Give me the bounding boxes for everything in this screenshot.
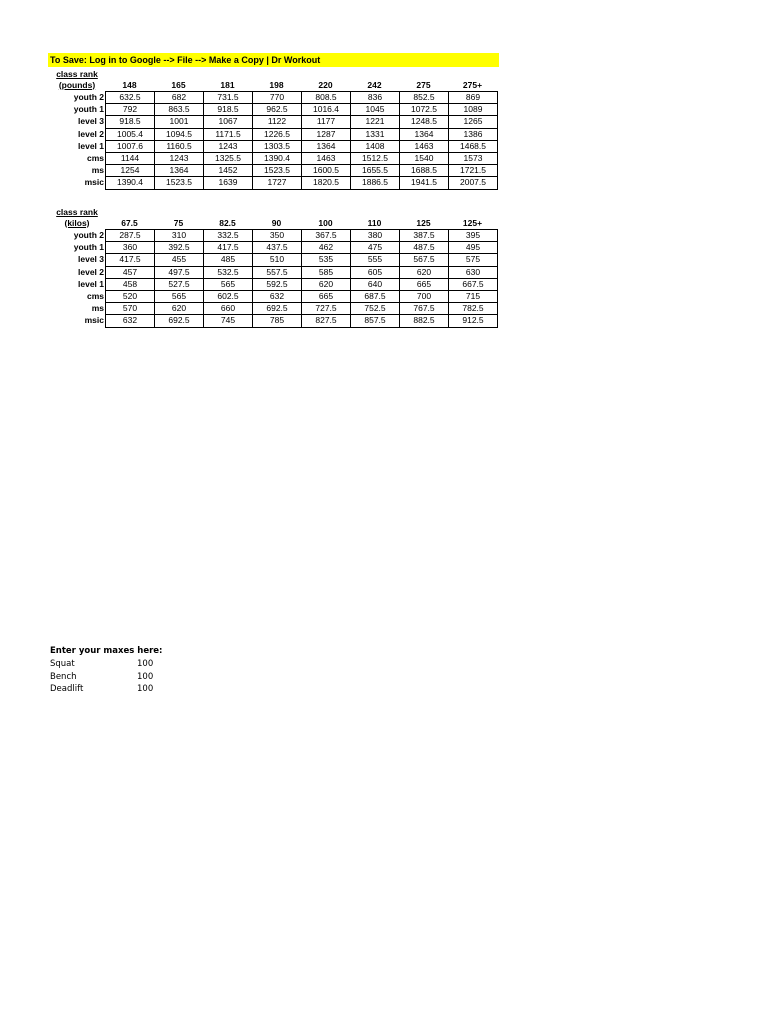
table-cell: 715 <box>449 290 498 302</box>
table-row <box>106 303 498 315</box>
row-label: level 1 <box>78 140 104 151</box>
table-cell: 1941.5 <box>400 177 449 189</box>
table-cell: 767.5 <box>400 303 449 315</box>
table-cell: 1331 <box>351 128 400 140</box>
table-cell: 630 <box>449 266 498 278</box>
table-cell: 287.5 <box>106 230 155 242</box>
table-cell: 557.5 <box>253 266 302 278</box>
kilos-table-header <box>48 207 500 229</box>
table-cell: 1171.5 <box>204 128 253 140</box>
maxes-entry-section <box>50 645 170 696</box>
table-cell: 620 <box>155 303 204 315</box>
table-cell: 640 <box>351 278 400 290</box>
table-cell: 1655.5 <box>351 165 400 177</box>
table-cell: 620 <box>400 266 449 278</box>
table-row <box>106 315 498 327</box>
table-cell: 417.5 <box>106 254 155 266</box>
table-cell: 731.5 <box>204 92 253 104</box>
kilos-value-grid <box>105 229 498 328</box>
table-cell: 745 <box>204 315 253 327</box>
table-cell: 852.5 <box>400 92 449 104</box>
table-cell: 380 <box>351 230 400 242</box>
column-header: 242 <box>367 80 382 90</box>
table-cell: 1160.5 <box>155 140 204 152</box>
max-row-bench <box>50 671 170 684</box>
column-header: 165 <box>171 80 186 90</box>
table-cell: 567.5 <box>400 254 449 266</box>
table-cell: 785 <box>253 315 302 327</box>
table-cell: 665 <box>400 278 449 290</box>
table-cell: 912.5 <box>449 315 498 327</box>
table-cell: 2007.5 <box>449 177 498 189</box>
table-cell: 455 <box>155 254 204 266</box>
table-cell: 1254 <box>106 165 155 177</box>
save-instructions-banner: To Save: Log in to Google --> File --> Make a Copy | Dr Workout <box>48 53 499 67</box>
table-cell: 1386 <box>449 128 498 140</box>
row-label: msic <box>84 315 104 326</box>
column-header: 75 <box>173 218 184 228</box>
table-cell: 462 <box>302 242 351 254</box>
pounds-row-labels <box>48 91 105 189</box>
max-row-squat <box>50 658 170 671</box>
table-cell: 1639 <box>204 177 253 189</box>
lift-name: Bench <box>50 671 77 682</box>
table-cell: 665 <box>302 290 351 302</box>
table-cell: 1067 <box>204 116 253 128</box>
table-cell: 1463 <box>400 140 449 152</box>
table-cell: 1688.5 <box>400 165 449 177</box>
table-cell: 620 <box>302 278 351 290</box>
table-row <box>106 290 498 302</box>
row-label: youth 2 <box>73 92 104 102</box>
table-cell: 1364 <box>400 128 449 140</box>
column-header: 125 <box>416 218 431 228</box>
row-label: youth 2 <box>73 230 104 240</box>
lift-max-input[interactable]: 100 <box>137 671 154 682</box>
kilos-rank-table <box>48 207 500 326</box>
table-cell: 387.5 <box>400 230 449 242</box>
table-cell: 1144 <box>106 152 155 164</box>
pounds-value-grid <box>105 91 498 190</box>
table-cell: 1721.5 <box>449 165 498 177</box>
table-cell: 770 <box>253 92 302 104</box>
table-cell: 392.5 <box>155 242 204 254</box>
column-header: 110 <box>367 218 382 228</box>
table-cell: 1221 <box>351 116 400 128</box>
table-cell: 1364 <box>155 165 204 177</box>
table-cell: 918.5 <box>106 116 155 128</box>
table-cell: 687.5 <box>351 290 400 302</box>
table-cell: 1005.4 <box>106 128 155 140</box>
table-row <box>106 92 498 104</box>
pounds-table-header <box>48 69 500 91</box>
row-label: level 3 <box>78 254 104 265</box>
table-cell: 395 <box>449 230 498 242</box>
kilos-table-caption <box>48 207 106 228</box>
table-cell: 632.5 <box>106 92 155 104</box>
table-cell: 1094.5 <box>155 128 204 140</box>
column-header: 220 <box>318 80 333 90</box>
table-cell: 1243 <box>204 140 253 152</box>
table-cell: 632 <box>253 290 302 302</box>
row-label: cms <box>86 290 104 301</box>
table-cell: 495 <box>449 242 498 254</box>
table-cell: 592.5 <box>253 278 302 290</box>
table-cell: 527.5 <box>155 278 204 290</box>
table-row <box>106 177 498 189</box>
table-cell: 1243 <box>155 152 204 164</box>
table-cell: 1886.5 <box>351 177 400 189</box>
table-cell: 1177 <box>302 116 351 128</box>
column-header: 82.5 <box>219 218 236 228</box>
table-cell: 1820.5 <box>302 177 351 189</box>
table-cell: 857.5 <box>351 315 400 327</box>
table-cell: 660 <box>204 303 253 315</box>
table-cell: 700 <box>400 290 449 302</box>
table-cell: 535 <box>302 254 351 266</box>
table-cell: 497.5 <box>155 266 204 278</box>
table-cell: 1072.5 <box>400 104 449 116</box>
table-cell: 350 <box>253 230 302 242</box>
table-cell: 1122 <box>253 116 302 128</box>
row-label: msic <box>84 177 104 188</box>
table-cell: 1408 <box>351 140 400 152</box>
caption-line-1: class rank <box>56 207 98 217</box>
table-cell: 367.5 <box>302 230 351 242</box>
table-cell: 1089 <box>449 104 498 116</box>
table-cell: 962.5 <box>253 104 302 116</box>
table-cell: 882.5 <box>400 315 449 327</box>
table-cell: 869 <box>449 92 498 104</box>
table-cell: 1248.5 <box>400 116 449 128</box>
column-header: 198 <box>269 80 284 90</box>
table-cell: 520 <box>106 290 155 302</box>
table-cell: 1463 <box>302 152 351 164</box>
row-label: cms <box>86 152 104 163</box>
table-cell: 1523.5 <box>253 165 302 177</box>
table-cell: 1512.5 <box>351 152 400 164</box>
table-cell: 1540 <box>400 152 449 164</box>
table-row <box>106 104 498 116</box>
column-header: 275+ <box>462 80 483 90</box>
column-header: 125+ <box>462 218 483 228</box>
table-row <box>106 278 498 290</box>
table-cell: 575 <box>449 254 498 266</box>
table-row <box>106 266 498 278</box>
table-cell: 602.5 <box>204 290 253 302</box>
table-row <box>106 242 498 254</box>
table-cell: 1007.6 <box>106 140 155 152</box>
table-cell: 1364 <box>302 140 351 152</box>
table-cell: 1016.4 <box>302 104 351 116</box>
row-label: level 3 <box>78 116 104 127</box>
column-header: 100 <box>318 218 333 228</box>
table-cell: 1226.5 <box>253 128 302 140</box>
table-cell: 752.5 <box>351 303 400 315</box>
lift-name: Deadlift <box>50 684 84 694</box>
table-cell: 836 <box>351 92 400 104</box>
table-cell: 487.5 <box>400 242 449 254</box>
table-cell: 605 <box>351 266 400 278</box>
table-row <box>106 140 498 152</box>
table-cell: 1265 <box>449 116 498 128</box>
table-cell: 918.5 <box>204 104 253 116</box>
table-cell: 667.5 <box>449 278 498 290</box>
caption-line-1: class rank <box>56 69 98 79</box>
table-cell: 565 <box>155 290 204 302</box>
max-row-deadlift <box>50 683 170 696</box>
table-row <box>106 152 498 164</box>
pounds-rank-table <box>48 69 500 188</box>
table-cell: 532.5 <box>204 266 253 278</box>
table-cell: 1287 <box>302 128 351 140</box>
lift-max-input[interactable]: 100 <box>137 684 154 694</box>
table-cell: 1303.5 <box>253 140 302 152</box>
table-cell: 458 <box>106 278 155 290</box>
table-cell: 437.5 <box>253 242 302 254</box>
table-cell: 727.5 <box>302 303 351 315</box>
table-cell: 827.5 <box>302 315 351 327</box>
table-cell: 457 <box>106 266 155 278</box>
row-label: level 2 <box>78 266 104 277</box>
pounds-table-caption <box>48 69 106 90</box>
column-header: 181 <box>220 80 235 90</box>
caption-line-2: (pounds) <box>58 79 96 90</box>
column-header: 90 <box>271 218 282 228</box>
row-label: level 1 <box>78 278 104 289</box>
table-cell: 1001 <box>155 116 204 128</box>
table-cell: 792 <box>106 104 155 116</box>
column-header: 67.5 <box>121 218 138 228</box>
table-cell: 1523.5 <box>155 177 204 189</box>
lift-max-input[interactable]: 100 <box>137 659 154 669</box>
table-cell: 475 <box>351 242 400 254</box>
table-cell: 570 <box>106 303 155 315</box>
table-cell: 510 <box>253 254 302 266</box>
table-cell: 682 <box>155 92 204 104</box>
table-cell: 1390.4 <box>253 152 302 164</box>
table-cell: 632 <box>106 315 155 327</box>
table-cell: 1325.5 <box>204 152 253 164</box>
maxes-title: Enter your maxes here: <box>50 646 163 656</box>
table-cell: 360 <box>106 242 155 254</box>
row-label: youth 1 <box>73 242 104 253</box>
table-cell: 332.5 <box>204 230 253 242</box>
row-label: ms <box>91 165 104 176</box>
row-label: level 2 <box>78 128 104 139</box>
table-cell: 1045 <box>351 104 400 116</box>
column-header: 275 <box>416 80 431 90</box>
table-cell: 310 <box>155 230 204 242</box>
table-cell: 782.5 <box>449 303 498 315</box>
table-cell: 1452 <box>204 165 253 177</box>
table-cell: 585 <box>302 266 351 278</box>
table-row <box>106 165 498 177</box>
table-cell: 565 <box>204 278 253 290</box>
row-label: youth 1 <box>73 104 104 115</box>
kilos-row-labels <box>48 229 105 327</box>
table-cell: 692.5 <box>155 315 204 327</box>
caption-line-2: (kilos) <box>64 217 90 228</box>
table-cell: 1390.4 <box>106 177 155 189</box>
table-cell: 692.5 <box>253 303 302 315</box>
table-row <box>106 254 498 266</box>
table-cell: 485 <box>204 254 253 266</box>
column-header: 148 <box>122 80 137 90</box>
table-cell: 1468.5 <box>449 140 498 152</box>
table-cell: 1573 <box>449 152 498 164</box>
row-label: ms <box>91 303 104 314</box>
table-row <box>106 230 498 242</box>
table-row <box>106 128 498 140</box>
table-cell: 1727 <box>253 177 302 189</box>
lift-name: Squat <box>50 659 75 669</box>
table-cell: 863.5 <box>155 104 204 116</box>
table-row <box>106 116 498 128</box>
table-cell: 417.5 <box>204 242 253 254</box>
table-cell: 808.5 <box>302 92 351 104</box>
table-cell: 1600.5 <box>302 165 351 177</box>
table-cell: 555 <box>351 254 400 266</box>
